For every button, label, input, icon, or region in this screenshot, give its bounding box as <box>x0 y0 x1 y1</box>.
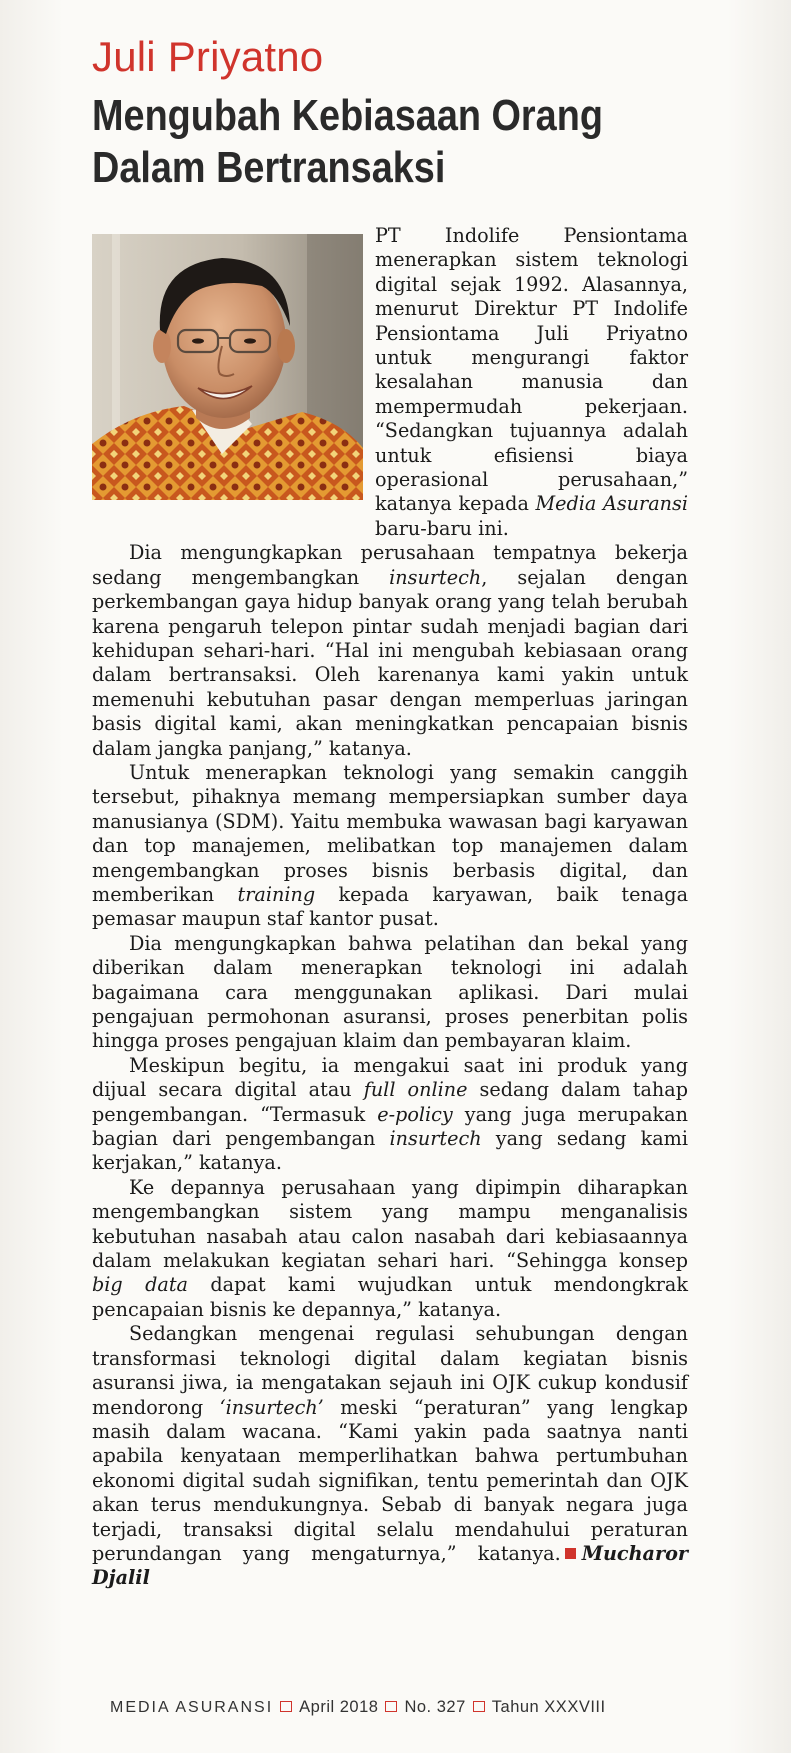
paragraph-7-italic: ‘insurtech’ <box>219 1395 324 1419</box>
footer-magazine: MEDIA ASURANSI <box>110 1699 274 1716</box>
headline-line-2: Dalam Bertransaksi <box>92 143 446 192</box>
paragraph-3 <box>92 761 688 932</box>
paragraph-5-text-c: yang juga merupakan bagian dari pengembangan <box>92 1102 688 1151</box>
author-byline: Mucharor Djalil <box>92 1541 688 1590</box>
paragraph-1-end: baru-baru ini. <box>375 516 509 540</box>
footer-issue: No. 327 <box>404 1698 466 1716</box>
paragraph-6-text-a: Ke depannya perusahaan yang dipimpin diharapkan mengembangkan sistem yang mampu menganalisis kebutuhan nasabah atau calon nasabah dari kebiasaannya dalam melakukan kegiatan sehari hari. “Sehingga konsep <box>92 1175 688 1273</box>
footer-month: April 2018 <box>299 1698 379 1716</box>
paragraph-2 <box>92 541 688 761</box>
paragraph-5-italic-1: full online <box>363 1078 468 1102</box>
paragraph-5-text-b: sedang dalam tahap pengembangan. “Termasuk <box>92 1078 688 1126</box>
paragraph-5-text-d: yang sedang kami kerjakan,” katanya. <box>92 1127 688 1175</box>
headline-line-1: Mengubah Kebiasaan Orang <box>92 91 603 140</box>
paragraph-7-text-b: meski “peraturan” yang lengkap masih dalam wacana. “Kami yakin pada saatnya nanti apabila kenyataan memperlihatkan bahwa pertumbuhan ekonomi digital sudah signifikan, tentu pemerintah dan OJK akan terus mendukungnya. Sebab di banyak negara juga terjadi, transaksi digital selalu mendahului peraturan perundangan yang mengaturnya,” katanya. <box>92 1395 688 1565</box>
photo-spacer <box>92 224 375 530</box>
paragraph-6 <box>92 1176 688 1322</box>
paragraph-2-text-b: , sejalan dengan perkembangan gaya hidup banyak orang yang telah berubah karena pengaruh telepon pintar sudah menjadi bagian dari kehidupan sehari-hari. “Hal ini mengubah kebiasaan orang dalam bertransaksi. Oleh karenanya kami yakin untuk memenuhi kebutuhan pasar dengan memperluas jaringan basis digital kami, akan meningkatkan pencapaian bisnis dalam jangka panjang,” katanya. <box>92 565 688 760</box>
paragraph-7-text-a: Sedangkan mengenai regulasi sehubungan dengan transformasi teknologi digital dalam kegiatan bisnis asuransi jiwa, ia mengatakan sejauh ini OJK cukup kondusif mendorong <box>92 1322 688 1419</box>
paragraph-3-text-a: Untuk menerapkan teknologi yang semakin canggih tersebut, pihaknya memang mempersiapkan sumber daya manusianya (SDM). Yaitu membuka wawasan bagi karyawan dan top manajemen, melibatkan top manajemen dalam mengembangkan proses bisnis berbasis digital, dan memberikan <box>92 760 688 906</box>
paragraph-6-text-b: dapat kami wujudkan untuk mendongkrak pencapaian bisnis ke depannya,” katanya. <box>92 1273 688 1321</box>
article-body <box>92 224 688 1591</box>
paragraph-4: Dia mengungkapkan bahwa pelatihan dan bekal yang diberikan dalam menerapkan teknologi ini adalah bagaimana cara menggunakan aplikasi. Dari mulai pengajuan permohonan asuransi, proses penerbitan polis hingga proses pengajuan klaim dan pembayaran klaim. <box>92 931 688 1053</box>
paragraph-2-text-a: Dia mengungkapkan perusahaan tempatnya bekerja sedang mengembangkan <box>92 541 688 589</box>
end-mark-icon <box>565 1548 576 1559</box>
publication-name: Media Asuransi <box>535 492 688 516</box>
headline <box>92 90 642 194</box>
paragraph-5 <box>92 1054 688 1176</box>
person-name: Juli Priyatno <box>92 33 324 80</box>
paragraph-3-text-b: kepada karyawan, baik tenaga pemasar maupun staf kantor pusat. <box>92 882 689 931</box>
separator-box-icon <box>385 1701 397 1712</box>
paragraph-5-italic-2: e-policy <box>377 1102 453 1126</box>
paragraph-2-italic: insurtech <box>389 565 482 589</box>
paragraph-1-text: PT Indolife Pensiontama menerapkan sistem teknologi digital sejak 1992. Alasannya, menurut Direktur PT Indolife Pensiontama Juli Priyatno untuk mengurangi faktor kesalahan manusia dan mempermudah pekerjaan. “Sedangkan tujuannya adalah untuk efisiensi biaya operasional perusahaan,” katanya kepada <box>375 224 688 516</box>
paragraph-6-italic: big data <box>92 1273 188 1297</box>
paragraph-5-italic-3: insurtech <box>389 1127 482 1151</box>
separator-box-icon <box>280 1701 292 1712</box>
paragraph-7 <box>92 1322 688 1590</box>
footer-year: Tahun XXXVIII <box>491 1698 606 1716</box>
separator-box-icon <box>473 1701 485 1712</box>
page-footer <box>110 1698 710 1717</box>
paragraph-3-italic: training <box>237 882 316 906</box>
paragraph-5-text-a: Meskipun begitu, ia mengakui saat ini produk yang dijual secara digital atau <box>92 1053 688 1102</box>
